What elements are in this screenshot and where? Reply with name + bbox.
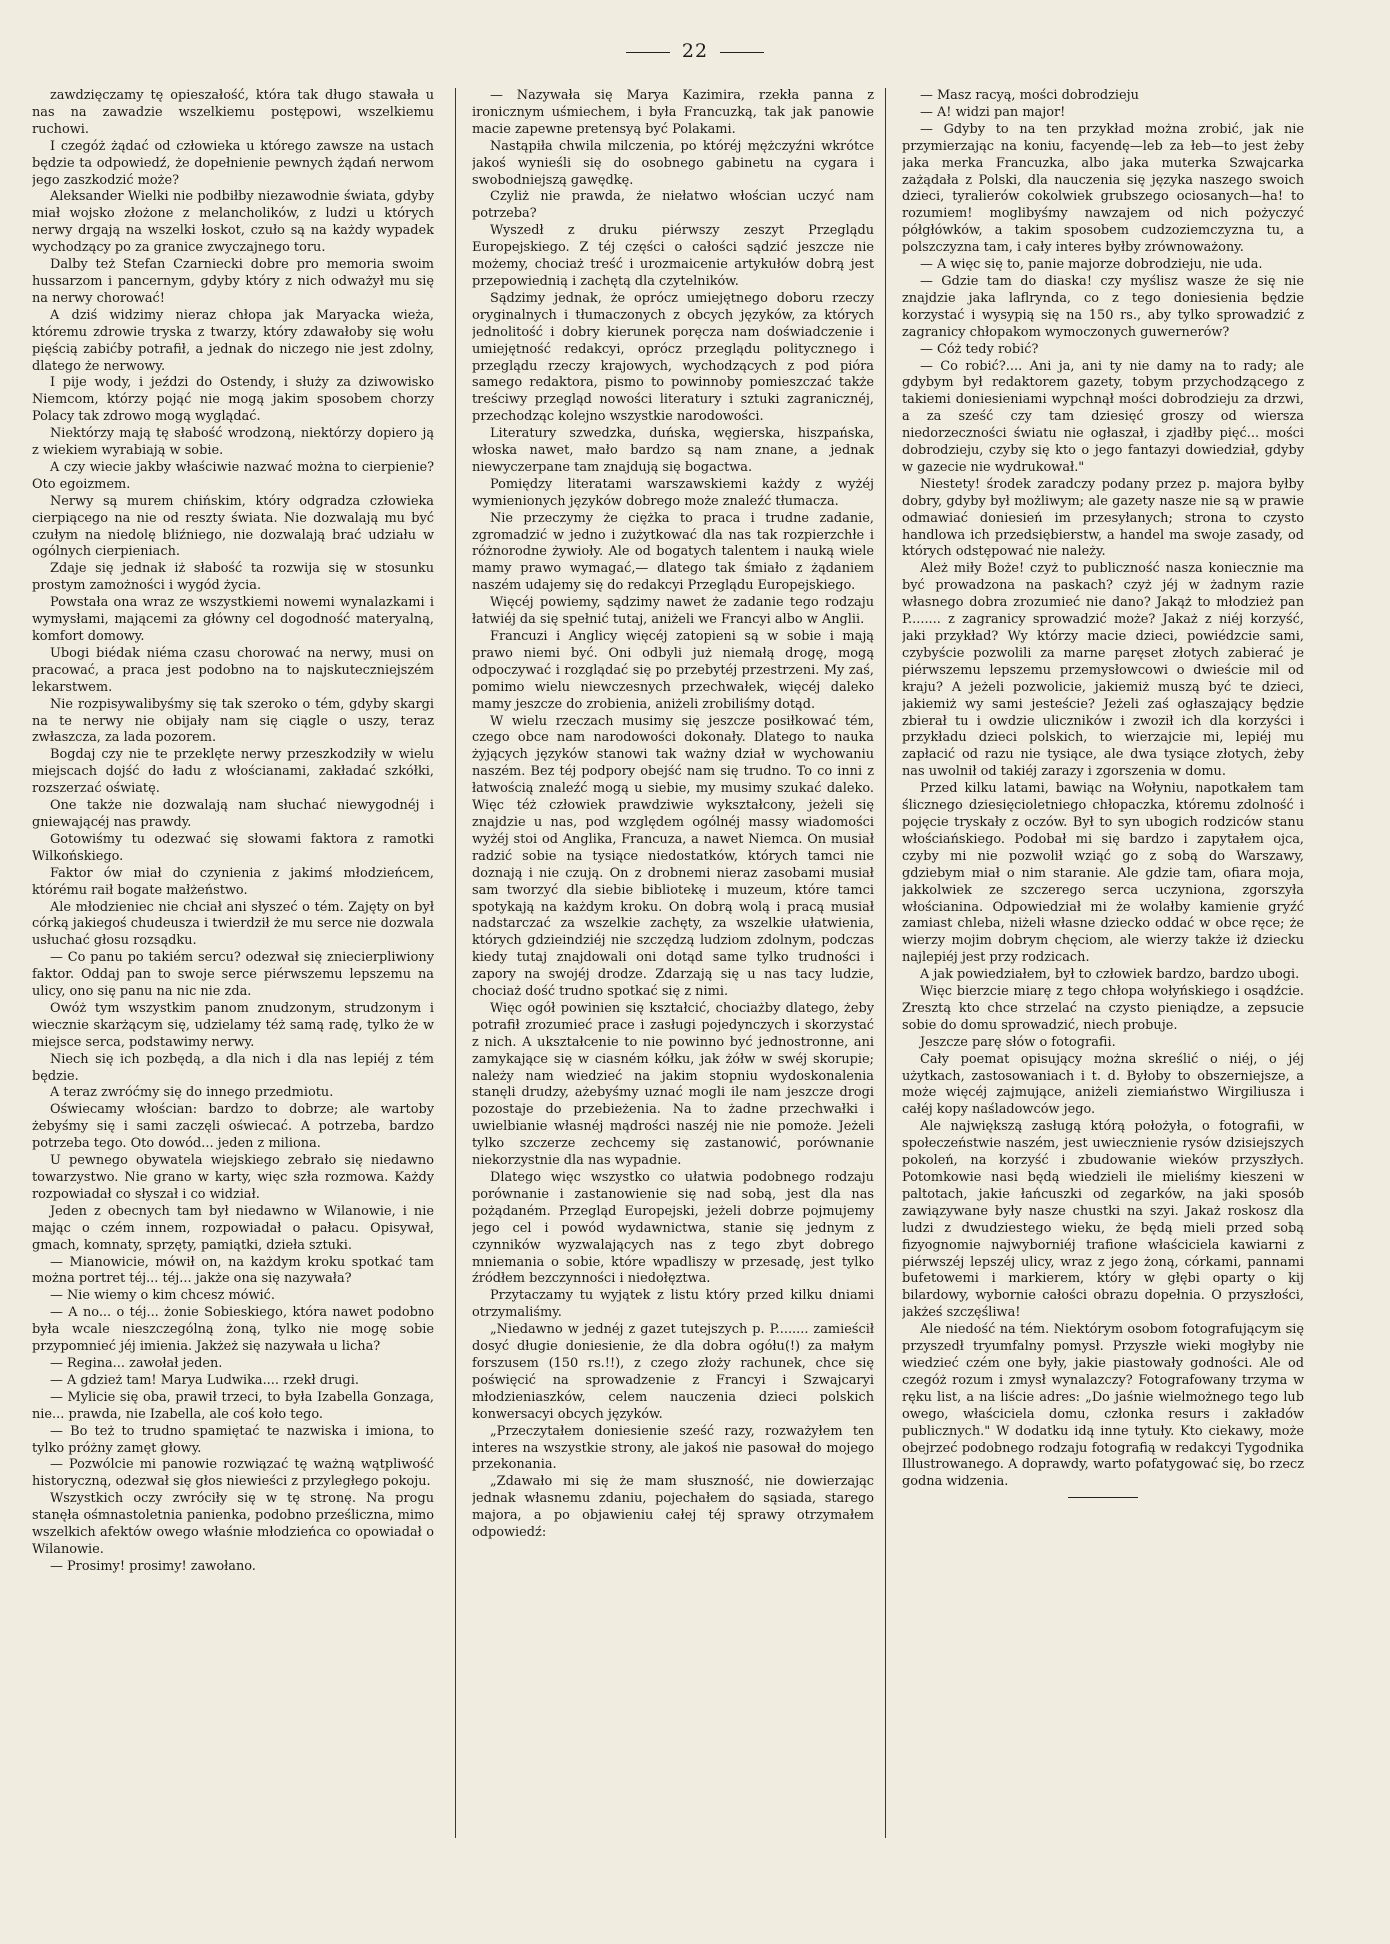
paragraph: Więcéj powiemy, sądzimy nawet że zadanie tego rodzaju łatwiéj da się spełnić tutaj, aniżeli we Francyi albo w Anglii.	[472, 595, 874, 628]
column-divider	[455, 88, 456, 1838]
page-number-text: 22	[681, 40, 709, 62]
paragraph: Francuzi i Anglicy więcéj zatopieni są w sobie i mają prawo niemi być. Oni odbyli już niemałą drogę, mogą odpoczywać i rozglądać się po przebytéj przestrzeni. My zaś, pomimo wielu niewczesnych przechwałek, więcéj daleko mamy jeszcze do zrobienia, aniżeli zrobiliśmy dotąd.	[472, 629, 874, 712]
paragraph: One także nie dozwalają nam słuchać niewygodnéj i gniewającéj nas prawdy.	[32, 798, 434, 830]
paragraph: Nie rozpisywalibyśmy się tak szeroko o tém, gdyby skargi na te nerwy nie obijały nam się ciągle o uszy, teraz zwłaszcza, za lada pozorem.	[32, 696, 434, 746]
paragraph: A dziś widzimy nieraz chłopa jak Maryacka wieża, któremu zdrowie tryska z twarzy, który zdawałoby się wołu pięścią zabićby potrafił, a jednak do niczego nie jest zdolny, dlatego że nerwowy.	[32, 307, 434, 374]
paragraph: — Co robić?.... Ani ja, ani ty nie damy na to rady; ale gdybym był redaktorem gazety, tobym przychodzącego z takiemi doniesieniami wypchnął mości dobrodzieju za drzwi, a za sześć czy tam dziesięć groszy od wiersza niedorzeczności światu nie ogłaszał, i zjadłby pięć... mości dobrodzieju, czyby się kto o jego fantazyi dowiedział, gdyby w gazecie nie wydrukował."	[902, 358, 1304, 475]
paragraph: — Gdzie tam do diaska! czy myślisz wasze że się nie znajdzie jaka laflrynda, co z tego doniesienia będzie korzystać i wysypią się na 150 rs., aby tylko sprowadzić z zagranicy chłopakom wymoczonych guwernerów?	[902, 273, 1304, 340]
folio-right-dash	[720, 52, 764, 53]
paragraph: — Gdyby to na ten przykład można zrobić, jak nie przymierzając na koniu, facyendę—leb za łeb—to jest żeby jaka merka Francuzka, albo jaka muterka Szwajcarka zażądała z Polski, dla nauczenia się języka naszego swoich dzieci, tyralierów cokolwiek grubszego ociosanych—ha! to rozumiem! moglibyśmy nawzajem od nich pożyczyć półgłówków, a takim sposobem cudzoziemczyzna tu, a polszczyzna tam, i cały interes byłby zrównoważony.	[902, 121, 1304, 256]
paragraph: Dalby też Stefan Czarniecki dobre pro memoria swoim hussarzom i pancernym, gdyby który z nich odważył mu się na nerwy chorować!	[32, 257, 434, 306]
paragraph: — Cóż tedy robić?	[920, 341, 1039, 357]
paragraph: „Przeczytałem doniesienie sześć razy, rozważyłem ten interes na wszystkie strony, ale jakoś nie pasował do mojego przekonania.	[472, 1423, 874, 1473]
paragraph: Ale niedość na tém. Niektórym osobom fotografującym się przyszedł tryumfalny pomysł. Przyszłe wieki mogłyby nie wiedzieć czém one były, jakie piastowały godności. Ale od czegóż rozum i zmysł wynalazczy? Fotografowany trzyma w ręku list, a na liście adres: „Do jaśnie wielmożnego tego lub owego, właściciela domu, członka resurs i zakładów publicznych." W dodatku idą inne tytuły. Kto ciekawy, może obejrzeć podobnego rodzaju fotografią w redakcyi Tygodnika Illustrowanego. A doprawdy, warto pofatygować się, bo rzecz godna widzenia.	[902, 1322, 1304, 1490]
text-column-middle	[472, 88, 874, 1840]
paragraph: Cały poemat opisujący można skreślić o niéj, o jéj użytkach, zastosowaniach i t. d. Byłoby to obszerniejsze, a może więcéj zajmujące, aniżeli ziemiaństwo Wirgiliusza i całéj kopy naśladowców jego.	[902, 1051, 1304, 1118]
paragraph: Literatury szwedzka, duńska, węgierska, hiszpańska, włoska nawet, mało bardzo są nam znane, a jednak niewyczerpane tam znajdują się bogactwa.	[472, 426, 874, 475]
paragraph: — Bo też to trudno spamiętać te nazwiska i imiona, to tylko próżny zamęt głowy.	[32, 1423, 434, 1456]
paragraph: A czy wiecie jakby właściwie nazwać można to cierpienie? Oto egoizmem.	[32, 459, 434, 492]
paragraph: Aleksander Wielki nie podbiłby niezawodnie świata, gdyby miał wojsko złożone z melancholików, z ludzi u których nerwy drgają na wszelki łoskot, czuło są na każdy wypadek wychodzący po za granice zwyczajnego toru.	[32, 189, 434, 256]
paragraph: Zdaje się jednak iż słabość ta rozwija się w stosunku prostym zamożności i wygód życia.	[32, 561, 434, 594]
folio-left-dash	[626, 52, 670, 53]
paragraph: Faktor ów miał do czynienia z jakimś młodzieńcem, którému raił bogate małżeństwo.	[32, 865, 434, 898]
paragraph: I pije wody, i jeździ do Ostendy, i służy za dziwowisko Niemcom, którzy pojąć nie mogą jakim sposobem chorzy Polacy tak zdrowo mogą wyglądać.	[32, 375, 434, 425]
paragraph: Jeden z obecnych tam był niedawno w Wilanowie, i nie mając o czém innem, rozpowiadał o pałacu. Opisywał, gmach, komnaty, sprzęty, pamiątki, dzieła sztuki.	[32, 1203, 434, 1253]
paragraph: — Prosimy! prosimy! zawołano.	[50, 1558, 256, 1574]
paragraph: Dlatego więc wszystko co ułatwia podobnego rodzaju porównanie i zastanowienie się nad sobą, jest dla nas pożądaném. Przegląd Europejski, jeżeli dobrze pojmujemy jego cel i powód wydawnictwa, stanie się jednym z czynników wyzwalających nas z tego zbyt dobrego mniemania o sobie, które wpadliszy w przesadę, jest tylko źródłem bezczynności i niedołęztwa.	[472, 1170, 874, 1287]
end-rule	[1068, 1497, 1138, 1498]
paragraph: Gotowiśmy tu odezwać się słowami faktora z ramotki Wilkońskiego.	[32, 831, 434, 864]
paragraph: U pewnego obywatela wiejskiego zebrało się niedawno towarzystwo. Nie grano w karty, więc szła rozmowa. Każdy rozpowiadał co słyszał i co widział.	[32, 1153, 434, 1202]
paragraph: — A więc się to, panie majorze dobrodzieju, nie uda.	[920, 257, 1263, 273]
paragraph: Ale największą zasługą którą położyła, o fotografii, w społeczeństwie naszém, jest uwiecznienie rysów dzisiejszych pokoleń, na korzyść i zbudowanie wieków przyszłych. Potomkowie nasi będą wiedzieli ile mieliśmy kieszeni w paltotach, jakie łańcuszki od zegarków, na jaki sposób zawiązywane były nasze chustki na szyi. Jakaż roskosz dla ludzi z dwudziestego wieku, że będą mieli przed sobą fizyognomie najwyborniéj trafione właściciela kawiarni z piérwszéj lepszéj ulicy, wraz z jego żoną, córkami, pannami bufetowemi i markierem, który w głębi oparty o kij bilardowy, wybornie całości obrazu dopełnia. O przyszłości, jakżeś szczęśliwa!	[902, 1119, 1304, 1321]
paragraph: — Co panu po takiém sercu? odezwał się zniecierpliwiony faktor. Oddaj pan to swoje serce piérwszemu lepszemu na ulicy, ono się panu na nic nie zda.	[32, 950, 434, 1000]
paragraph: — A no... o téj... żonie Sobieskiego, która nawet podobno była wcale nieszczególną żoną, tylko nie mogę sobie przypomnieć jéj imienia. Jakżeż się nazywała u licha?	[32, 1305, 434, 1355]
paragraph: Bogdaj czy nie te przeklęte nerwy przeszkodziły w wielu miejscach dojść do ładu z włościanami, zakładać szkółki, rozszerzać oświatę.	[32, 747, 434, 797]
column-divider	[885, 88, 886, 1838]
paragraph: „Niedawno w jednéj z gazet tutejszych p. P........ zamieścił dosyć długie doniesienie, że dla dobra ogółu(!) za małym forszusem (150 rs.!!), z czego złoży rachunek, chce się poświęcić na sprowadzenie z Francyi i Szwajcaryi młodzieniaszków, celem nauczenia dzieci polskich konwersacyi obcych języków.	[472, 1322, 874, 1422]
paragraph: — Nie wiemy o kim chcesz mówić.	[50, 1288, 275, 1304]
paragraph: Wyszedł z druku piérwszy zeszyt Przeglądu Europejskiego. Z téj części o całości sądzić jeszcze nie możemy, chociaż treść i urozmaicenie artykułów dobrą jest przepowiednią i zachętą dla czytelników.	[472, 223, 874, 289]
paragraph: A teraz zwróćmy się do innego przedmiotu.	[50, 1085, 334, 1101]
paragraph: I czegóż żądać od człowieka u którego zawsze na ustach będzie ta odpowiedź, że dopełnienie pewnych żądań nerwom jego zaszkodzić może?	[32, 138, 434, 188]
paragraph: — Masz racyą, mości dobrodzieju	[920, 88, 1139, 103]
paragraph: Niestety! środek zaradczy podany przez p. majora byłby dobry, gdyby był możliwym; ale gazety nasze nie są w prawie odmawiać doniesień im przesyłanych; strona to czysto handlowa ich przedsiębierstw, a handel ma swoje zasady, od których odstępować nie należy.	[902, 476, 1304, 560]
paragraph: Oświecamy włościan: bardzo to dobrze; ale wartoby żebyśmy się i sami zaczęli oświecać. A potrzeba, bardzo potrzeba tego. Oto dowód... jeden z miliona.	[32, 1102, 434, 1152]
text-column-left	[32, 88, 434, 1840]
paragraph: Sądzimy jednak, że oprócz umiejętnego doboru rzeczy oryginalnych i tłumaczonych z obcych języków, za których jednolitość i dobry kierunek poręcza nam doświadczenie i umiejętność redakcyi, oprócz przeglądu politycznego i przeglądu rzeczy krajowych, wychodzących z pod pióra samego redaktora, pismo to powinnoby pomieszczać także treściwy przegląd nowości literatury i sztuki zagranicznéj, przechodząc kolejno wszystkie narodowości.	[472, 290, 874, 425]
paragraph: Więc ogół powinien się kształcić, chociażby dlatego, żeby potrafił zrozumieć prace i zasługi pojedynczych i skorzystać z nich. A ukształcenie to nie powinno być jednostronne, ani zamykające się w ciasném kółku, jak żółw w swéj skorupie; należy nam wiedzieć na jakim stopniu wydoskonalenia stanęli drudzy, ażebyśmy uznać mogli ile nam jeszcze drogi pozostaje do przebieżenia. Na to żadne przechwałki i uwielbianie własnéj mądrości naszéj nie nie pomoże. Jeżeli tylko szczerze zechcemy się zastanowić, porównanie niekorzystnie dla nas wypadnie.	[472, 1000, 874, 1169]
paragraph: Ubogi biédak niéma czasu chorować na nerwy, musi on pracować, a praca jest podobno na to najskuteczniejszém lekarstwem.	[32, 645, 434, 695]
paragraph: — Nazywała się Marya Kazimira, rzekła panna z ironicznym uśmiechem, i była Francuzką, tak jak panowie macie zapewne pretensyą być Polakami.	[472, 88, 874, 137]
paragraph: — A! widzi pan major!	[920, 104, 1066, 120]
paragraph: W wielu rzeczach musimy się jeszcze posiłkować tém, czego obce nam narodowości dokonały. Dlatego to nauka żyjących języków stanowi tak ważny dział w wychowaniu naszém. Bez téj podpory obejść nam się trudno. To co inni z łatwością znaleźć mogą u siebie, my musimy szukać daleko. Więc téż człowiek prawdziwie wykształcony, jeżeli się znajdzie u nas, pod względem ogólnéj massy wiadomości wyżéj stoi od Anglika, Francuza, a nawet Niemca. On musiał radzić sobie na tysiące niedostatków, których tamci nie doznają i nie czują. On z drobnemi nieraz zasobami musiał sam tworzyć dla siebie bibliotekę i muzeum, które tamci spotykają na każdym kroku. On dobrą wolą i pracą musiał nadstarczać za wszelkie zachęty, za wszelkie ułatwienia, których gdzieindziéj nie szczędzą ludziom zdolnym, podczas kiedy tutaj znajdowali oni dotąd same tylko trudności i zapory na swojéj drodze. Zdarzają się u nas tacy ludzie, chociaż dość trudno spotkać się z nimi.	[472, 713, 874, 1000]
paragraph: A jak powiedziałem, był to człowiek bardzo, bardzo ubogi.	[920, 967, 1300, 983]
paragraph: Przed kilku latami, bawiąc na Wołyniu, napotkałem tam ślicznego dziesięcioletniego chłopaczka, któremu zdolność i pojęcie tryskały z oczów. Był to syn ubogich rodziców stanu włościańskiego. Podobał mi się bardzo i zapytałem ojca, czyby mi nie pozwolił wziąć go z sobą do Warszawy, gdziebym miał o nim staranie. Ale gdzie tam, ofiara moja, jakkolwiek ze szczerego serca uczyniona, zgorszyła włościanina. Odpowiedział mi że wolałby kamienie gryźć zamiast chleba, niżeli własne dziecko oddać w obce ręce; że wierzy mojim dobrym chęciom, ale wierzy także iż dziecku najlepiéj jest przy rodzicach.	[902, 781, 1304, 966]
paragraph: Nerwy są murem chińskim, który odgradza człowieka cierpiącego na nie od reszty świata. Nie dozwalają mu być czułym na niedolę bliźniego, nie dozwalają brać udziału w ogólnych cierpieniach.	[32, 493, 434, 560]
paragraph: Pomiędzy literatami warszawskiemi każdy z wyżéj wymienionych języków dobrego może znaleźć tłumacza.	[472, 476, 874, 509]
paragraph: Czyliż nie prawda, że niełatwo włościan uczyć nam potrzeba?	[472, 189, 874, 222]
page-number	[0, 40, 1390, 62]
text-column-right	[902, 88, 1304, 1840]
paragraph: Owóż tym wszystkim panom znudzonym, strudzonym i wiecznie skarżącym się, udzielamy téż samą radę, tylko że w miejsce serca, podstawimy nerwy.	[32, 1000, 434, 1050]
paragraph: Więc bierzcie miarę z tego chłopa wołyńskiego i osądźcie. Zresztą kto chce strzelać na czysto pieniądze, a zepsucie sobie do domu sprowadzić, niech probuje.	[902, 984, 1304, 1033]
paragraph: Niektórzy mają tę słabość wrodzoną, niektórzy dopiero ją z wiekiem wyrabiają w sobie.	[32, 426, 434, 459]
paragraph: Ależ miły Boże! czyż to publiczność nasza koniecznie ma być prowadzona na paskach? czyż jéj w żadnym razie własnego dobra zrozumieć nie dano? Jakąż to młodzież pan P........ z zagranicy sprowadzić może? Jakaż z niéj korzyść, jaki przykład? Wy którzy macie dzieci, powiédzcie sami, czybyście pozwolili za marne paręset złotych zabierać je piérwszemu lepszemu przemysłowcowi o dwieście mil od kraju? A jeżeli pozwolicie, jakiemiż muszą być te dzieci, jakiemiż wy sami jesteście? Jeżeli zaś ogłaszający będzie zbierał tu i owdzie uliczników i zwoził ich dla korzyści i przykładu dzieci polskich, to wierzajcie mi, lepiéj mu zapłacić od razu nie tysiące, ale dwa tysiące złotych, żeby nas uwolnił od takiéj zarazy i zgorszenia w domu.	[902, 561, 1304, 780]
paragraph: Ale młodzieniec nie chciał ani słyszeć o tém. Zajęty on był córką jakiegoś chudeusza i twierdził że mu serce nie dozwala usłuchać głosu rozsądku.	[32, 899, 434, 949]
paragraph: — A gdzież tam! Marya Ludwika.... rzekł drugi.	[50, 1372, 359, 1388]
paragraph: Przytaczamy tu wyjątek z listu który przed kilku dniami otrzymaliśmy.	[472, 1288, 874, 1321]
paragraph: — Regina... zawołał jeden.	[50, 1355, 223, 1371]
paragraph: Jeszcze parę słów o fotografii.	[920, 1034, 1116, 1050]
paragraph: — Mylicie się oba, prawił trzeci, to była Izabella Gonzaga, nie... prawda, nie Izabella, ale coś koło tego.	[32, 1389, 434, 1422]
paragraph: Niech się ich pozbędą, a dla nich i dla nas lepiéj z tém będzie.	[32, 1051, 434, 1084]
paragraph: „Zdawało mi się że mam słuszność, nie dowierzając jednak własnemu zdaniu, pojechałem do sąsiada, starego majora, a po objawieniu całej téj sprawy otrzymałem odpowiedź:	[472, 1474, 874, 1541]
paragraph: Nie przeczymy że ciężka to praca i trudne zadanie, zgromadzić w jedno i zużytkować dla nas tak rozpierzchłe i różnorodne żywioły. Ale od bogatych talentem i nauką wiele mamy prawo wymagać,— dlatego tak śmiało z żądaniem naszém udajemy się do redakcyi Przeglądu Europejskiego.	[472, 510, 874, 594]
paragraph: — Pozwólcie mi panowie rozwiązać tę ważną wątpliwość historyczną, odezwał się głos niewieści z przyległego pokoju.	[32, 1457, 434, 1490]
paragraph: zawdzięczamy tę opieszałość, która tak długo stawała u nas na zawadzie wszelkiemu postępowi, wszelkiemu ruchowi.	[32, 88, 434, 137]
paragraph: Nastąpiła chwila milczenia, po któréj mężczyźni wkrótce jakoś wynieśli się do osobnego gabinetu na cygara i swobodniejszą gawędkę.	[472, 138, 874, 188]
paragraph: — Mianowicie, mówił on, na każdym kroku spotkać tam można portret téj... téj... jakże ona się nazywała?	[32, 1254, 434, 1287]
paragraph: Wszystkich oczy zwróciły się w tę stronę. Na progu stanęła ośmnastoletnia panienka, podobno prześliczna, mimo wszelkich afektów owego właśnie młodzieńca co opowiadał o Wilanowie.	[32, 1491, 434, 1557]
paragraph: Powstała ona wraz ze wszystkiemi nowemi wynalazkami i wymysłami, mającemi za główny cel dogodność materyalną, komfort domowy.	[32, 595, 434, 644]
